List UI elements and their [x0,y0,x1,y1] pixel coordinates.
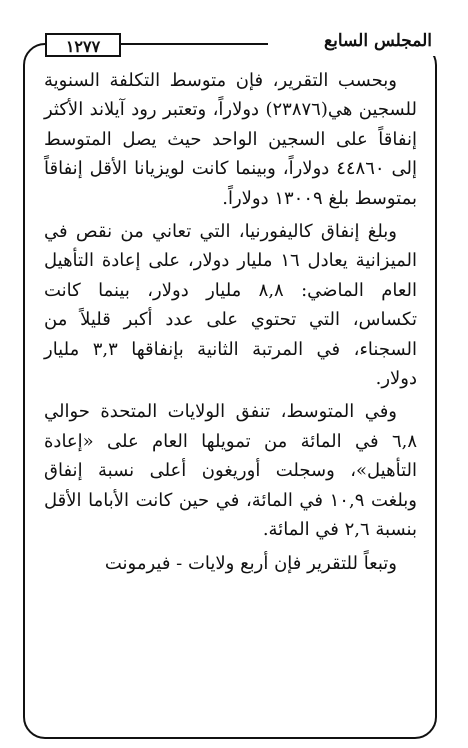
page-number-box [45,33,121,57]
paragraph: وبحسب التقرير، فإن متوسط التكلفة السنوية للسجين هي(٢٣٨٧٦) دولاراً، وتعتبر رود آيلاند الأكثر إنفاقاً على السجين الواحد حيث يصل المتوسط إلى ٤٤٨٦٠ دولاراً، وبينما كانت لويزيانا الأقل إنفاقاً بمتوسط بلغ ١٣٠٠٩ دولاراً. [44,70,417,209]
section-title: المجلس السابع [324,31,432,51]
body-text [44,66,417,578]
page-number: ١٢٧٧ [65,37,101,56]
paragraph: وبلغ إنفاق كاليفورنيا، التي تعاني من نقص في الميزانية يعادل ١٦ مليار دولار، على إعادة التأهيل العام الماضي: ٨,٨ مليار دولار، بينما كانت تكساس، التي تحتوي على عدد أكبر قليلاً من السجناء، في المرتبة الثانية بإنفاقها ٣,٣ مليار دولار. [44,221,418,390]
paragraph: وفي المتوسط، تنفق الولايات المتحدة حوالي ٦,٨ في المائة من تمويلها العام على «إعادة التأهيل»، وسجلت أوريغون أعلى نسبة إنفاق وبلغت ١٠,٩ في المائة، في حين كانت الأباما الأقل بنسبة ٢,٦ في المائة. [44,401,417,541]
paragraph: وتبعاً للتقرير فإن أربع ولايات - فيرمونت [104,552,397,574]
running-head [268,26,438,56]
